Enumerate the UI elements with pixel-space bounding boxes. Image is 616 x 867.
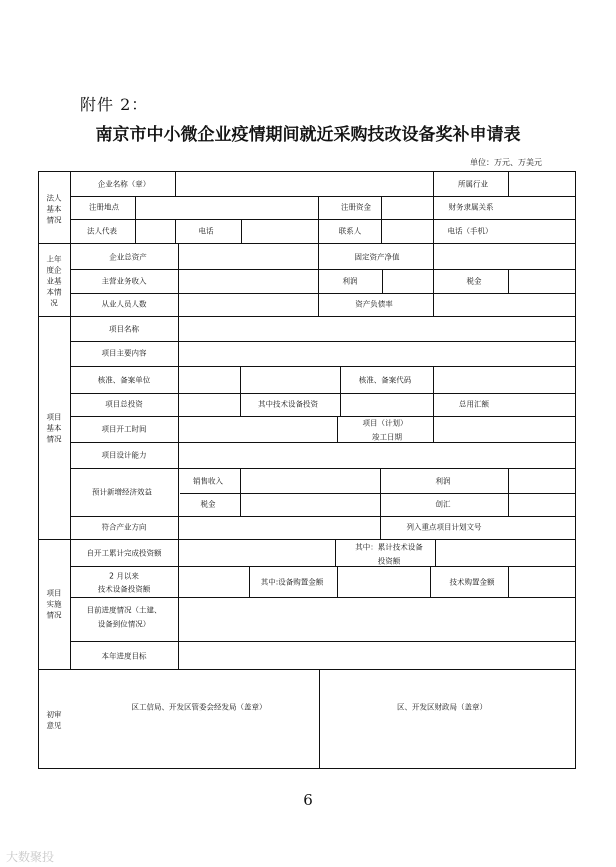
label-feb-invest-1: 2 月以来 bbox=[109, 571, 139, 581]
label-purchase-amount: 其中:设备购置金额 bbox=[260, 577, 324, 587]
table-row-divider bbox=[70, 641, 576, 642]
label-employees: 从业人员人数 bbox=[101, 299, 147, 309]
table-row-divider bbox=[38, 316, 576, 317]
label-total-investment: 项目总投资 bbox=[105, 399, 143, 409]
label-year-goal: 本年进度目标 bbox=[101, 651, 147, 661]
label-approval-unit: 核准、备案单位 bbox=[97, 375, 151, 385]
section-project-implement: 项目实施情况 bbox=[46, 588, 62, 620]
table-column-divider bbox=[340, 366, 341, 416]
table-column-divider bbox=[335, 539, 336, 566]
label-benefit-profit: 利润 bbox=[435, 476, 451, 486]
table-row-divider bbox=[70, 366, 576, 367]
label-mobile: 电话（手机） bbox=[447, 226, 493, 236]
table-row-divider bbox=[38, 539, 576, 540]
section-review: 初审意见 bbox=[46, 710, 62, 730]
table-column-divider bbox=[337, 416, 338, 442]
table-column-divider bbox=[178, 539, 179, 669]
table-column-divider bbox=[433, 243, 434, 269]
table-column-divider bbox=[178, 316, 179, 442]
label-industry: 所属行业 bbox=[458, 179, 488, 189]
table-row-divider bbox=[38, 669, 576, 670]
label-profit: 利润 bbox=[342, 276, 358, 286]
unit-label: 单位：万元、万美元 bbox=[470, 158, 542, 167]
table-column-divider bbox=[433, 366, 434, 416]
label-progress-1: 目前进度情况（土建、 bbox=[86, 605, 162, 615]
label-plan-finish-2: 竣工日期 bbox=[372, 432, 402, 442]
table-column-divider bbox=[240, 468, 241, 516]
label-fx-total: 总用汇额 bbox=[459, 399, 489, 409]
section-legal-info: 法人基本情况 bbox=[46, 193, 62, 225]
table-column-divider bbox=[433, 416, 434, 442]
label-contact: 联系人 bbox=[338, 226, 362, 236]
label-total-assets: 企业总资产 bbox=[109, 252, 147, 262]
label-accum-tech-2: 投资额 bbox=[377, 556, 401, 566]
table-column-divider bbox=[435, 539, 436, 566]
table-row-divider bbox=[70, 196, 576, 197]
label-start-time: 项目开工时间 bbox=[101, 424, 147, 434]
label-industry-direction: 符合产业方向 bbox=[101, 522, 147, 532]
label-plan-finish-1: 项目（计划） bbox=[362, 418, 408, 428]
table-row-divider bbox=[70, 516, 576, 517]
table-column-divider bbox=[319, 669, 320, 769]
table-column-divider bbox=[175, 171, 176, 196]
table-row-divider bbox=[70, 293, 576, 294]
label-progress-2: 设备到位情况） bbox=[97, 619, 151, 629]
label-fixed-assets: 固定资产净值 bbox=[354, 252, 400, 262]
table-row-divider bbox=[70, 468, 576, 469]
table-row-divider bbox=[70, 219, 576, 220]
table-column-divider bbox=[135, 196, 136, 243]
label-capital: 注册资金 bbox=[341, 202, 371, 212]
label-review-finance: 区、开发区财政局（盖章） bbox=[397, 702, 487, 712]
table-column-divider bbox=[318, 196, 319, 243]
table-column-divider bbox=[240, 366, 241, 416]
page-number: 6 bbox=[303, 791, 313, 809]
label-company-name: 企业名称（章） bbox=[97, 179, 151, 189]
table-row-divider bbox=[38, 243, 576, 244]
label-benefit-fx: 创汇 bbox=[435, 499, 451, 509]
table-row-divider bbox=[70, 341, 576, 342]
table-column-divider bbox=[70, 171, 71, 669]
table-column-divider bbox=[430, 566, 431, 597]
table-column-divider bbox=[508, 269, 509, 293]
table-column-divider bbox=[249, 566, 250, 597]
table-column-divider bbox=[380, 468, 381, 516]
table-column-divider bbox=[178, 243, 179, 316]
label-tax: 税金 bbox=[466, 276, 482, 286]
table-row-divider bbox=[70, 416, 576, 417]
section-project-basic: 项目基本情况 bbox=[46, 412, 62, 444]
label-feb-invest-2: 技术设备投资额 bbox=[97, 584, 151, 594]
label-key-plan: 列入重点项目计划文号 bbox=[406, 522, 482, 532]
table-column-divider bbox=[508, 468, 509, 516]
label-new-benefit: 预计新增经济效益 bbox=[92, 487, 152, 497]
label-benefit-tax: 税金 bbox=[200, 499, 216, 509]
watermark-text: 大数聚投 bbox=[6, 850, 55, 864]
label-sales-income: 销售收入 bbox=[193, 476, 223, 486]
label-tech-purchase: 技术购置金额 bbox=[449, 577, 495, 587]
table-row-divider bbox=[70, 269, 576, 270]
table-row-divider bbox=[70, 566, 576, 567]
table-column-divider bbox=[178, 442, 179, 539]
table-row-divider bbox=[70, 597, 576, 598]
table-column-divider bbox=[433, 293, 434, 316]
table-column-divider bbox=[508, 171, 509, 196]
table-column-divider bbox=[508, 566, 509, 597]
table-row-divider bbox=[70, 442, 576, 443]
label-main-income: 主营业务收入 bbox=[101, 276, 147, 286]
table-column-divider bbox=[175, 219, 176, 243]
label-finance-relation: 财务隶属关系 bbox=[448, 202, 494, 212]
table-column-divider bbox=[318, 269, 319, 316]
label-accum-tech-1: 其中：累计技术设备 bbox=[355, 542, 423, 552]
table-column-divider bbox=[241, 219, 242, 243]
table-column-divider bbox=[318, 243, 319, 269]
label-design-capacity: 项目设计能力 bbox=[101, 450, 147, 460]
label-project-name: 项目名称 bbox=[109, 324, 139, 334]
label-project-content: 项目主要内容 bbox=[101, 348, 147, 358]
label-debt-ratio: 资产负债率 bbox=[355, 299, 393, 309]
table-column-divider bbox=[381, 196, 382, 243]
label-tech-investment: 其中技术设备投资 bbox=[258, 399, 318, 409]
section-last-year-info: 上年度企业基本情况 bbox=[46, 254, 62, 308]
label-phone: 电话 bbox=[198, 226, 214, 236]
form-title: 南京市中小微企业疫情期间就近采购技改设备奖补申请表 bbox=[95, 125, 521, 145]
table-row-divider bbox=[70, 393, 576, 394]
table-column-divider bbox=[433, 171, 434, 243]
label-review-industry: 区工信局、开发区管委会经发局（盖章） bbox=[131, 702, 267, 712]
table-column-divider bbox=[382, 269, 383, 293]
label-approval-code: 核准、备案代码 bbox=[358, 375, 412, 385]
label-address: 注册地点 bbox=[89, 202, 119, 212]
label-accum-invest: 自开工累计完成投资额 bbox=[86, 548, 162, 558]
table-column-divider bbox=[380, 516, 381, 539]
company-name-field[interactable] bbox=[180, 175, 430, 193]
label-legal-rep: 法人代表 bbox=[87, 226, 117, 236]
table-column-divider bbox=[337, 566, 338, 597]
table-column-divider bbox=[433, 269, 434, 293]
attachment-label: 附件 2： bbox=[80, 95, 149, 114]
